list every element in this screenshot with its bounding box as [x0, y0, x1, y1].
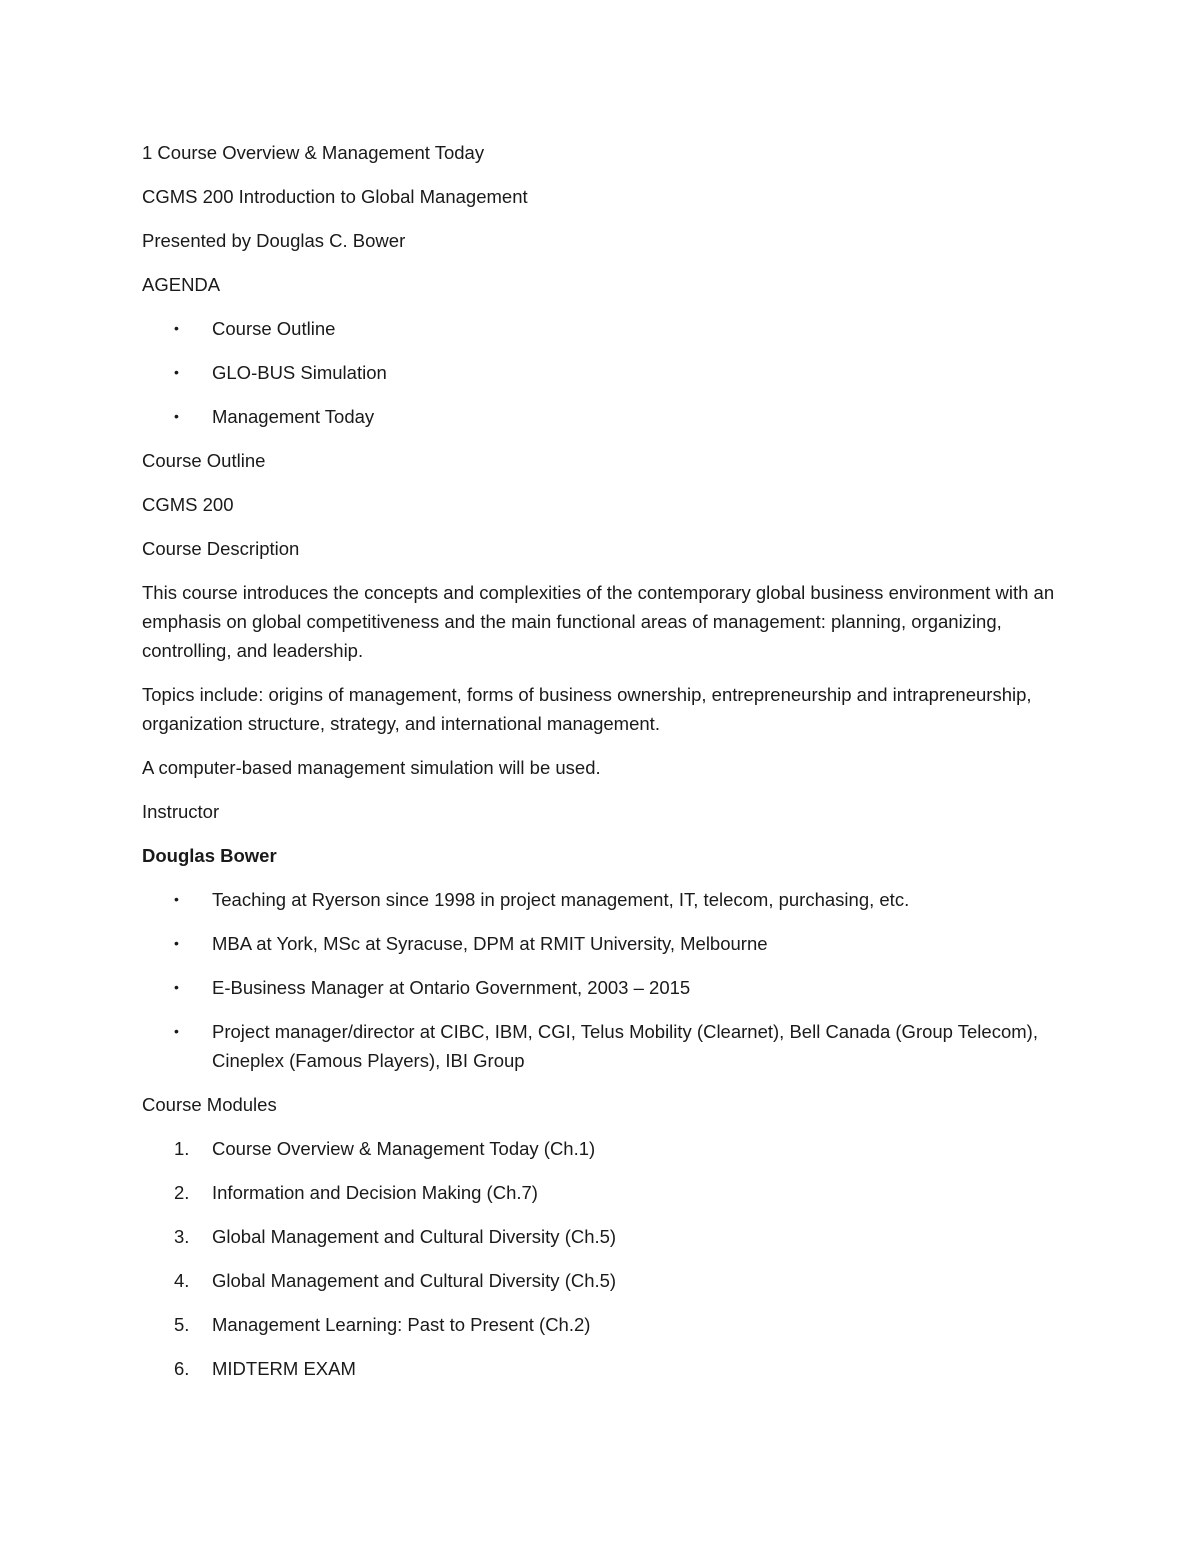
- presenter-line: Presented by Douglas C. Bower: [142, 230, 406, 251]
- list-item: [142, 1266, 1062, 1295]
- module-item: Management Learning: Past to Present (Ch.2): [212, 1314, 591, 1335]
- agenda-item-course-outline: Course Outline: [212, 318, 336, 339]
- instructor-item: E-Business Manager at Ontario Government, 2003 – 2015: [212, 977, 691, 998]
- course-code: CGMS 200: [142, 494, 234, 515]
- bullet-icon: •: [174, 979, 179, 995]
- agenda-item-management-today: Management Today: [212, 406, 375, 427]
- list-number: 2.: [174, 1182, 190, 1203]
- description-paragraph-3: A computer-based management simulation will be used.: [142, 757, 601, 778]
- course-name: CGMS 200 Introduction to Global Management: [142, 186, 528, 207]
- outline-heading: Course Outline: [142, 450, 266, 471]
- modules-list: [142, 1134, 1062, 1383]
- list-item: [142, 1354, 1062, 1383]
- list-item: [142, 358, 1062, 387]
- module-item: Global Management and Cultural Diversity (Ch.5): [212, 1226, 617, 1247]
- module-item: MIDTERM EXAM: [212, 1358, 356, 1379]
- bullet-icon: •: [174, 935, 179, 951]
- list-item: [142, 929, 1062, 958]
- list-item: [142, 1134, 1062, 1163]
- list-item: [142, 973, 1062, 1002]
- list-item: [142, 1178, 1062, 1207]
- instructor-heading: Instructor: [142, 801, 220, 822]
- list-number: 4.: [174, 1270, 190, 1291]
- modules-heading: Course Modules: [142, 1094, 277, 1115]
- list-number: 3.: [174, 1226, 190, 1247]
- agenda-item-globus: GLO-BUS Simulation: [212, 362, 387, 383]
- bullet-icon: •: [174, 408, 179, 424]
- list-item: [142, 1222, 1062, 1251]
- bullet-icon: •: [174, 320, 179, 336]
- module-item: Course Overview & Management Today (Ch.1): [212, 1138, 596, 1159]
- bullet-icon: •: [174, 891, 179, 907]
- list-item: [142, 1017, 1062, 1075]
- module-item: Information and Decision Making (Ch.7): [212, 1182, 538, 1203]
- agenda-heading: AGENDA: [142, 274, 221, 295]
- list-item: [142, 1310, 1062, 1339]
- agenda-list: [142, 314, 1062, 431]
- module-item: Global Management and Cultural Diversity (Ch.5): [212, 1270, 617, 1291]
- document-body: [142, 138, 1062, 1398]
- description-heading: Course Description: [142, 538, 300, 559]
- list-item: [142, 314, 1062, 343]
- description-paragraph-2: Topics include: origins of management, forms of business ownership, entrepreneurship and intrapreneurship, organization structure, strategy, and international management.: [142, 684, 1032, 734]
- bullet-icon: •: [174, 1023, 179, 1039]
- list-number: 6.: [174, 1358, 190, 1379]
- instructor-item: Project manager/director at CIBC, IBM, CGI, Telus Mobility (Clearnet), Bell Canada (Group Telecom), Cineplex (Famous Players), IBI Group: [212, 1021, 1038, 1071]
- description-paragraph-1: This course introduces the concepts and complexities of the contemporary global business environment with an emphasis on global competitiveness and the main functional areas of management: planning, organizing, controlling, and leadership.: [142, 582, 1055, 661]
- instructor-list: [142, 885, 1062, 1075]
- instructor-item: Teaching at Ryerson since 1998 in project management, IT, telecom, purchasing, etc.: [212, 889, 910, 910]
- list-number: 5.: [174, 1314, 190, 1335]
- instructor-item: MBA at York, MSc at Syracuse, DPM at RMIT University, Melbourne: [212, 933, 768, 954]
- instructor-name: Douglas Bower: [142, 845, 277, 866]
- doc-title: 1 Course Overview & Management Today: [142, 142, 485, 163]
- list-item: [142, 885, 1062, 914]
- list-item: [142, 402, 1062, 431]
- list-number: 1.: [174, 1138, 190, 1159]
- bullet-icon: •: [174, 364, 179, 380]
